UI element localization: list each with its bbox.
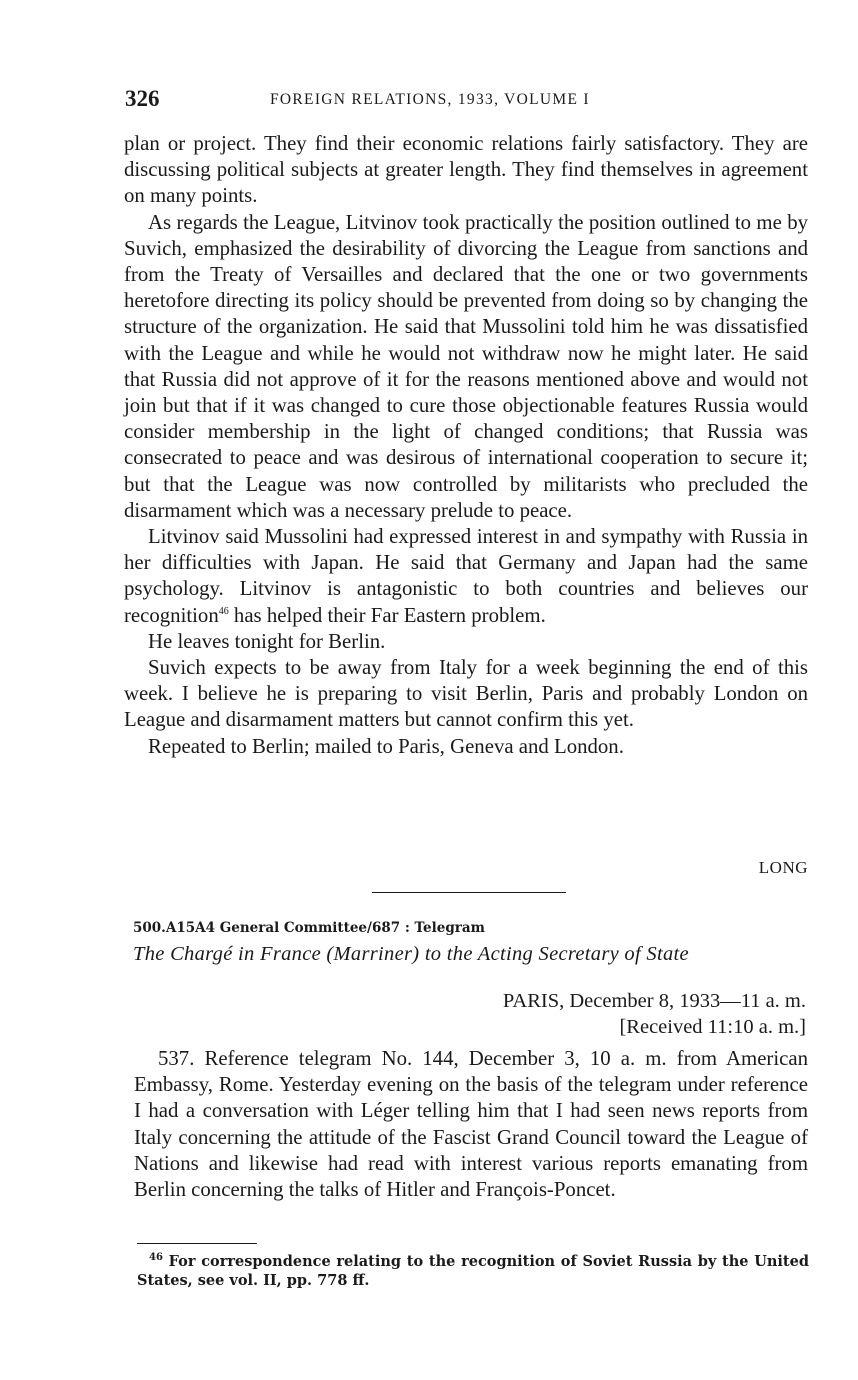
page-header xyxy=(125,86,805,122)
running-title: FOREIGN RELATIONS, 1933, VOLUME I xyxy=(270,91,590,108)
footnote-text: For correspondence relating to the recognition of Soviet Russia by the United States, see vol. II, pp. 778 ff. xyxy=(137,1253,809,1289)
telegram-body-continued xyxy=(124,131,808,760)
telegram-body xyxy=(134,1046,808,1203)
received-time: [Received 11:10 a. m.] xyxy=(619,1016,806,1038)
page-number: 326 xyxy=(125,86,160,111)
document-title: The Chargé in France (Marriner) to the Acting Secretary of State xyxy=(133,943,689,965)
dateline: PARIS, December 8, 1933—11 a. m. xyxy=(502,990,806,1012)
paragraph: Repeated to Berlin; mailed to Paris, Geneva and London. xyxy=(148,734,624,758)
signature: LONG xyxy=(758,858,808,877)
file-reference: 500.A15A4 General Committee/687 : Telegram xyxy=(133,920,485,936)
footnote-divider xyxy=(137,1243,257,1244)
footnote-marker: 46 xyxy=(149,1252,163,1264)
section-divider xyxy=(372,892,566,893)
paragraph: plan or project. They find their economic relations fairly satisfactory. They are discussing political subjects at greater length. They find themselves in agreement on many points. xyxy=(124,132,808,208)
paragraph-text: has helped their Far Eastern problem. xyxy=(228,603,546,627)
footnote xyxy=(137,1252,809,1290)
paragraph: He leaves tonight for Berlin. xyxy=(148,629,386,653)
paragraph xyxy=(124,524,808,629)
paragraph: 537. Reference telegram No. 144, December 3, 10 a. m. from American Embassy, Rome. Yesterday evening on the basis of the telegram under reference I had a conversation with Léger telling him that I had seen news reports from Italy concerning the attitude of the Fascist Grand Council toward the League of Nations and likewise had read with interest various reports emanating from Berlin concerning the talks of Hitler and François-Poncet. xyxy=(134,1047,808,1202)
footnote-reference[interactable]: 46 xyxy=(218,605,229,617)
paragraph: Suvich expects to be away from Italy for a week beginning the end of this week. I believe he is preparing to visit Berlin, Paris and probably London on League and disarmament matters but cannot confirm this yet. xyxy=(124,656,808,732)
paragraph: As regards the League, Litvinov took practically the position outlined to me by Suvich, emphasized the desirability of divorcing the League from sanctions and from the Treaty of Versailles and declared that the one or two governments heretofore directing its policy should be prevented from doing so by changing the structure of the organization. He said that Mussolini told him he was dissatisfied with the League and while he would not withdraw now he might later. He said that Russia did not approve of it for the reasons mentioned above and would not join but that if it was changed to cure those objectionable features Russia would consider membership in the light of changed conditions; that Russia was consecrated to peace and was desirous of international cooperation to secure it; but that the League was now controlled by militarists who precluded the disarmament which was a necessary prelude to peace. xyxy=(124,210,808,522)
paragraph-text: Litvinov said Mussolini had expressed interest in and sympathy with Russia in her difficulties with Japan. He said that Germany and Japan had the same psychology. Litvinov is antagonistic to both countries and believes our recognition xyxy=(124,525,808,627)
